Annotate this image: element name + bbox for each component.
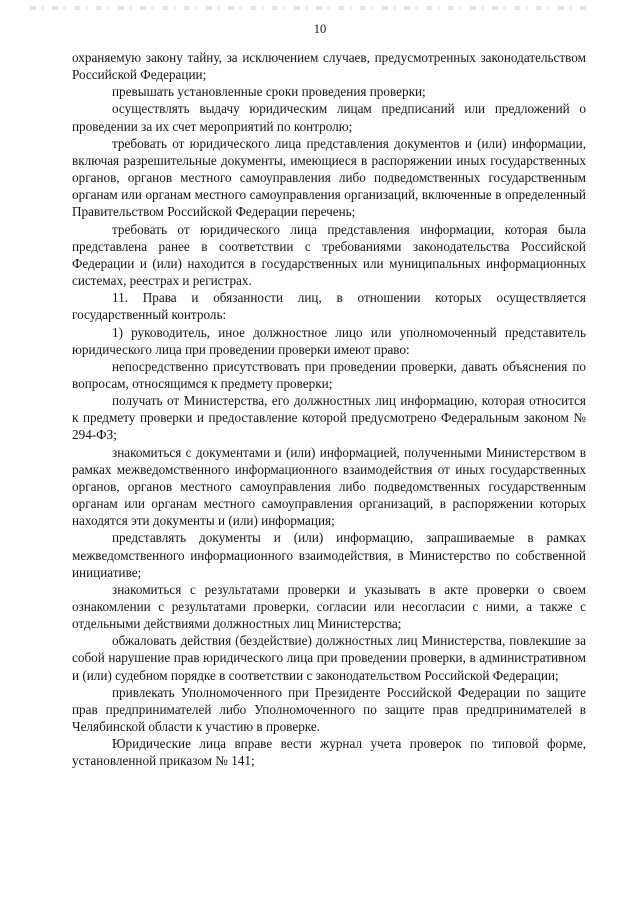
paragraph-4: требовать от юридического лица представления документов и (или) информации, включая разрешительные документы, имеющиеся в распоряжении иных государственных органов, органов местного самоуправления либо подведомственных государственным органам или органам местного самоуправления организаций, включенные в определенный Правительством Российской Федерации перечень; <box>72 135 586 220</box>
scan-artifact <box>30 6 590 10</box>
page-number: 10 <box>313 22 327 36</box>
paragraph-13: обжаловать действия (бездействие) должностных лиц Министерства, повлекшие за собой нарушение прав юридического лица при проведении проверки, в административном и (или) судебном порядке в соответствии с законодательством Российской Федерации; <box>72 633 586 683</box>
paragraph-3: осуществлять выдачу юридическим лицам предписаний или предложений о проведении за их счет мероприятий по контролю; <box>72 101 586 134</box>
paragraph-7: 1) руководитель, иное должностное лицо или уполномоченный представитель юридического лица при проведении проверки имеют право: <box>72 324 586 357</box>
paragraph-9: получать от Министерства, его должностных лиц информацию, которая относится к предмету проверки и предоставление которой предусмотрено Федеральным законом № 294-ФЗ; <box>72 393 586 443</box>
paragraph-14: привлекать Уполномоченного при Президенте Российской Федерации по защите прав предпринимателей либо Уполномоченного по защите прав предпринимателей в Челябинской области к участию в проверке. <box>72 684 586 735</box>
document-body <box>72 49 586 770</box>
paragraph-15: Юридические лица вправе вести журнал учета проверок по типовой форме, установленной приказом № 141; <box>72 736 586 769</box>
paragraph-2: превышать установленные сроки проведения проверки; <box>112 84 426 100</box>
paragraph-6: 11. Права и обязанности лиц, в отношении которых осуществляется государственный контроль: <box>72 290 586 323</box>
paragraph-5: требовать от юридического лица представления информации, которая была представлена ранее в соответствии с требованиями законодательства Российской Федерации и (или) находится в государственных или муниципальных информационных системах, реестрах и регистрах. <box>72 221 586 289</box>
paragraph-10: знакомиться с документами и (или) информацией, полученными Министерством в рамках межведомственного информационного взаимодействия от иных государственных органов, органов местного самоуправления либо подведомственных государственным органам или органам местного самоуправления организаций, в распоряжении которых находятся эти документы и (или) информация; <box>72 444 586 529</box>
paragraph-8: непосредственно присутствовать при проведении проверки, давать объяснения по вопросам, относящимся к предмету проверки; <box>72 358 586 391</box>
paragraph-1: охраняемую закону тайну, за исключением случаев, предусмотренных законодательством Российской Федерации; <box>72 50 586 83</box>
paragraph-11: представлять документы и (или) информацию, запрашиваемые в рамках межведомственного информационного взаимодействия, в Министерство по собственной инициативе; <box>72 530 586 580</box>
paragraph-12: знакомиться с результатами проверки и указывать в акте проверки о своем ознакомлении с результатами проверки, согласии или несогласии с ними, а также с отдельными действиями должностных лиц Министерства; <box>72 581 586 632</box>
